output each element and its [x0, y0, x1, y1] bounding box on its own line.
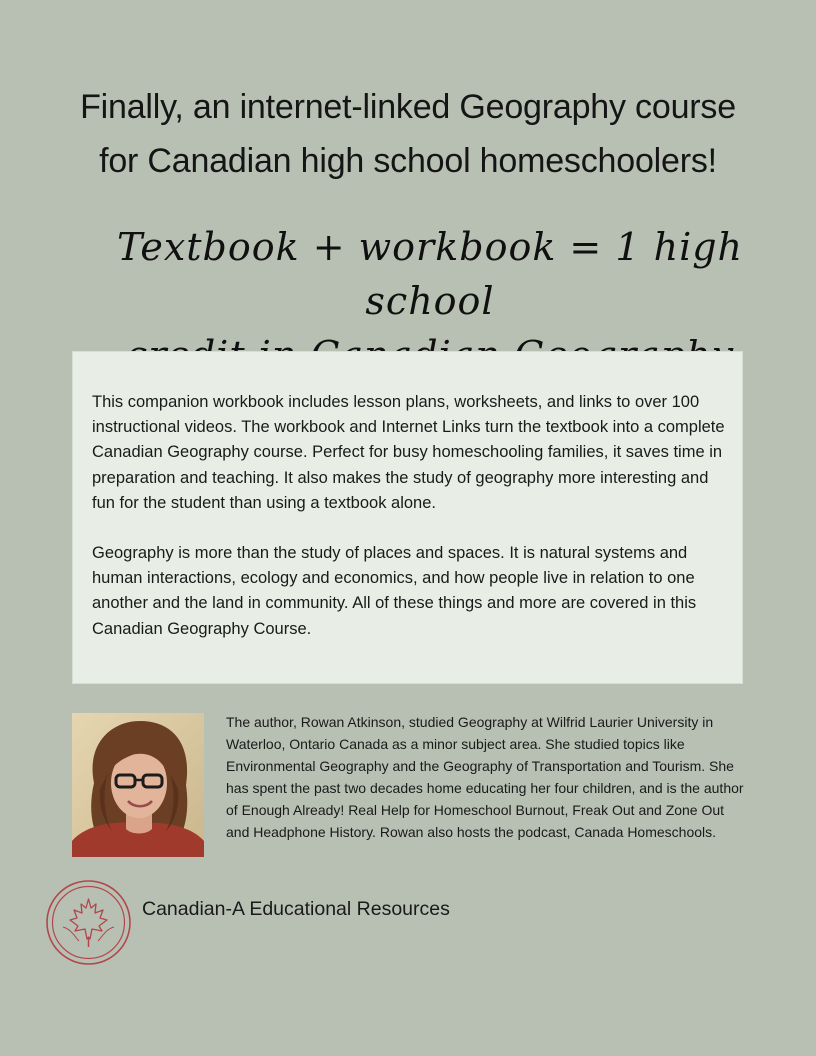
author-bio: The author, Rowan Atkinson, studied Geography at Wilfrid Laurier University in Waterloo, Ontario Canada as a minor subject area. She studied topics like Environmental Geography and the Geography of Transportation and Tourism. She has spent the past two decades home educating her four children, and is the author of Enough Already! Real Help for Homeschool Burnout, Freak Out and Zone Out and Headphone History. Rowan also hosts the podcast, Canada Homeschools. — [226, 714, 744, 840]
page-headline — [20, 80, 796, 188]
tagline-line-1: Textbook + workbook = 1 high school — [116, 225, 744, 323]
description-paragraph-1: This companion workbook includes lesson plans, worksheets, and links to over 100 instructional videos. The workbook and Internet Links turn the textbook into a complete Canadian Geography course. Perfect for busy homeschooling families, it saves time in preparation and teaching. It also makes the study of geography more interesting and fun for the student than using a textbook alone. — [92, 393, 725, 512]
description-paragraph-2: Geography is more than the study of places and spaces. It is natural systems and human interactions, ecology and economics, and how people live in relation to one another and the land in community. All of these things and more are covered in this Canadian Geography Course. — [92, 544, 697, 638]
brand-name: Canadian-A Educational Resources — [142, 898, 450, 920]
headline-line-2: for Canadian high school homeschoolers! — [99, 142, 717, 180]
description-panel — [72, 351, 743, 684]
headline-line-1: Finally, an internet-linked Geography course — [80, 88, 736, 126]
author-photo — [72, 713, 204, 857]
maple-leaf-seal-icon — [45, 879, 132, 966]
